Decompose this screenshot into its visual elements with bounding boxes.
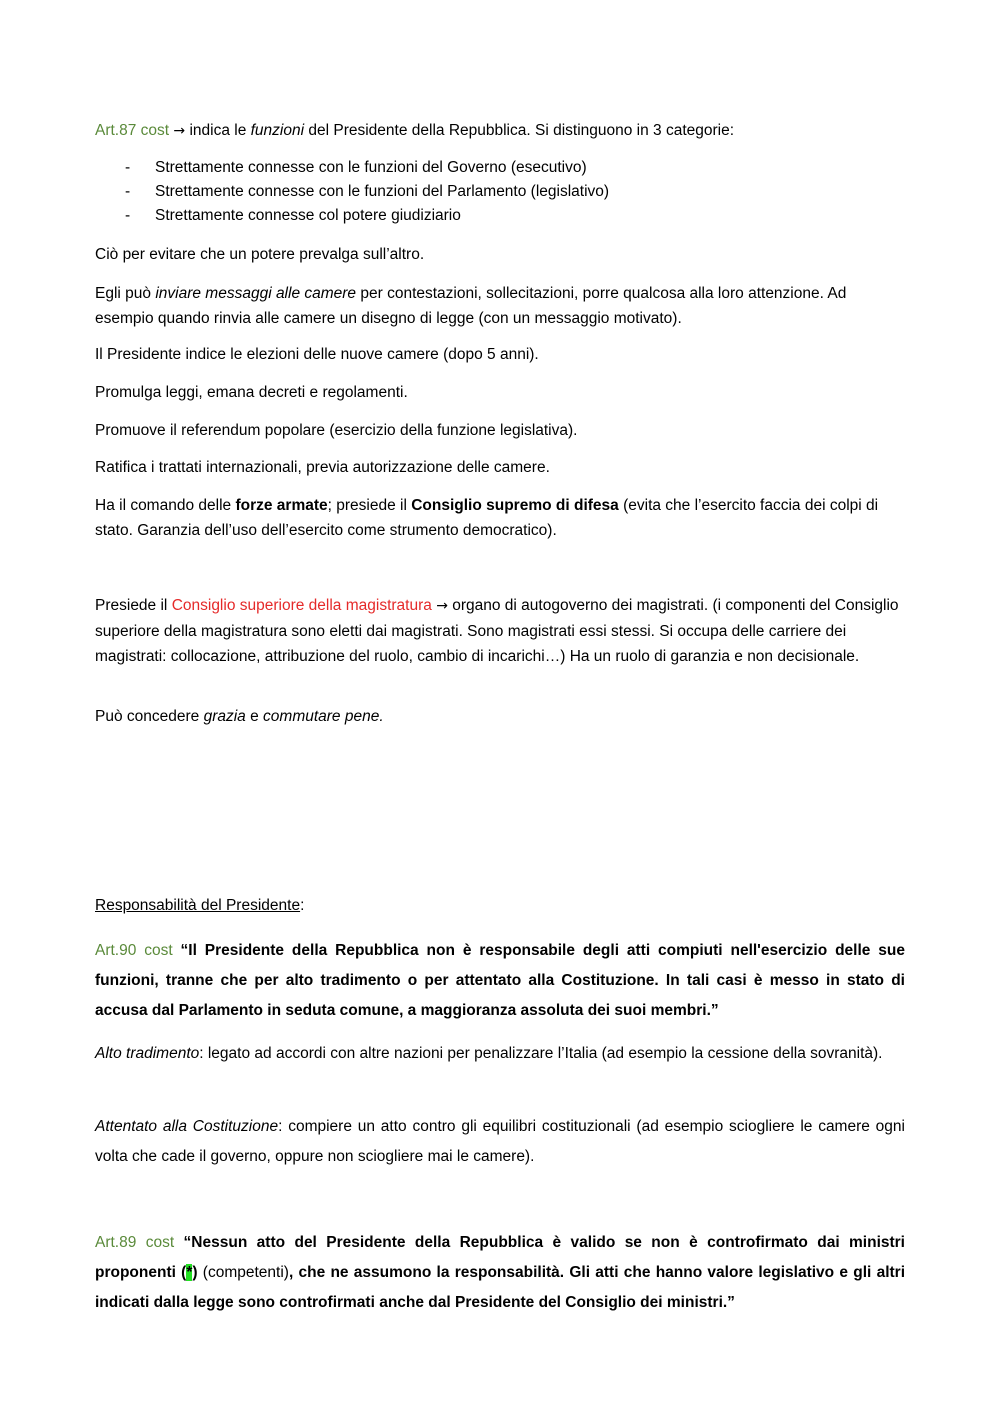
paragraph: Promulga leggi, emana decreti e regolamenti.	[95, 384, 408, 401]
quote-text: )	[192, 1264, 198, 1281]
text: e	[245, 708, 264, 725]
text: organo di autogoverno dei magistrati. (i componenti del Consiglio superiore della magistratura sono eletti dai magistrati. Sono magistrati essi stessi. Si occupa delle carriere dei magistrati: collocazione, attribuzione del ruolo, cambio di incarichi…) Ha un ruolo di garanzia e non decisionale.	[95, 597, 899, 665]
paragraph: Promuove il referendum popolare (esercizio della funzione legislativa).	[95, 422, 578, 439]
paragraph-csm	[95, 593, 905, 669]
paragraph-art87	[95, 118, 905, 144]
emphasis: commutare pene.	[263, 708, 384, 725]
text: ; presiede il	[327, 497, 412, 514]
paragraph: Ciò per evitare che un potere prevalga sull’altro.	[95, 246, 425, 263]
highlighted-asterisk: *	[186, 1264, 193, 1281]
arrow-icon: →	[173, 123, 186, 139]
paragraph-grazia	[95, 704, 905, 729]
paragraph-alto-tradimento	[95, 1039, 905, 1069]
bold-text: forze armate	[235, 497, 328, 514]
text: indica le	[185, 122, 251, 139]
text: :	[300, 897, 305, 914]
text: (competenti)	[197, 1264, 289, 1281]
highlight-red-text: Consiglio superiore della magistratura	[171, 597, 432, 614]
text: : legato ad accordi con altre nazioni per penalizzare l’Italia (ad esempio la cessione della sovranità).	[199, 1045, 883, 1062]
categories-list	[95, 156, 905, 228]
emphasis: inviare messaggi alle camere	[155, 285, 357, 302]
list-item: - Strettamente connesse con le funzioni del Parlamento (legislativo)	[95, 180, 905, 204]
bold-text: Consiglio supremo di difesa	[411, 497, 619, 514]
paragraph: Ratifica i trattati internazionali, previa autorizzazione delle camere.	[95, 459, 550, 476]
emphasis: Attentato alla Costituzione	[95, 1118, 279, 1135]
section-title: Responsabilità del Presidente	[95, 897, 301, 914]
section-heading	[95, 893, 905, 918]
quote-text: , che ne assumono la responsabilità. Gli atti che hanno valore legislativo e gli altri indicati dalla legge sono controfirmati anche dal Presidente del Consiglio dei ministri.”	[95, 1264, 905, 1311]
text: per contestazioni, sollecitazioni, porre qualcosa alla loro attenzione. Ad esempio quando rinvia alle camere un disegno di legge (con un messaggio motivato).	[95, 285, 847, 327]
text: : compiere un atto contro gli equilibri costituzionali (ad esempio sciogliere le camere ogni volta che cade il governo, oppure non sciogliere mai le camere).	[95, 1118, 905, 1165]
article-ref-87: Art.87 cost	[95, 122, 170, 139]
paragraph: Il Presidente indice le elezioni delle nuove camere (dopo 5 anni).	[95, 346, 539, 363]
paragraph-messaggi	[95, 281, 905, 331]
paragraph-forze-armate	[95, 493, 905, 543]
text: (evita che l’esercito faccia dei colpi di stato. Garanzia dell’uso dell’esercito come strumento democratico).	[95, 497, 879, 539]
quote-text: “Il Presidente della Repubblica non è responsabile degli atti compiuti nell'esercizio delle sue funzioni, tranne che per alto tradimento o per attentato alla Costituzione. In tali casi è messo in stato di accusa dal Parlamento in seduta comune, a maggioranza assoluta dei suoi membri.”	[95, 942, 905, 1019]
text: Ha il comando delle	[95, 497, 236, 514]
article-ref-89: Art.89 cost	[95, 1234, 175, 1251]
text: del Presidente della Repubblica. Si distinguono in 3 categorie:	[304, 122, 735, 139]
article-ref-90: Art.90 cost	[95, 942, 173, 959]
paragraph-art90	[95, 936, 905, 1026]
list-item: - Strettamente connesse col potere giudiziario	[95, 204, 905, 228]
text: Egli può	[95, 285, 156, 302]
paragraph-attentato	[95, 1112, 905, 1172]
paragraph-art89	[95, 1228, 905, 1318]
emphasis-funzioni: funzioni	[250, 122, 305, 139]
text: Presiede il	[95, 597, 172, 614]
emphasis: Alto tradimento	[95, 1045, 200, 1062]
quote-text: “Nessun atto del Presidente della Repubblica è valido se non è controfirmato dai ministri proponenti (	[95, 1234, 905, 1281]
list-item: - Strettamente connesse con le funzioni del Governo (esecutivo)	[95, 156, 905, 180]
emphasis: grazia	[203, 708, 246, 725]
arrow-icon: →	[436, 598, 448, 614]
text: Può concedere	[95, 708, 204, 725]
